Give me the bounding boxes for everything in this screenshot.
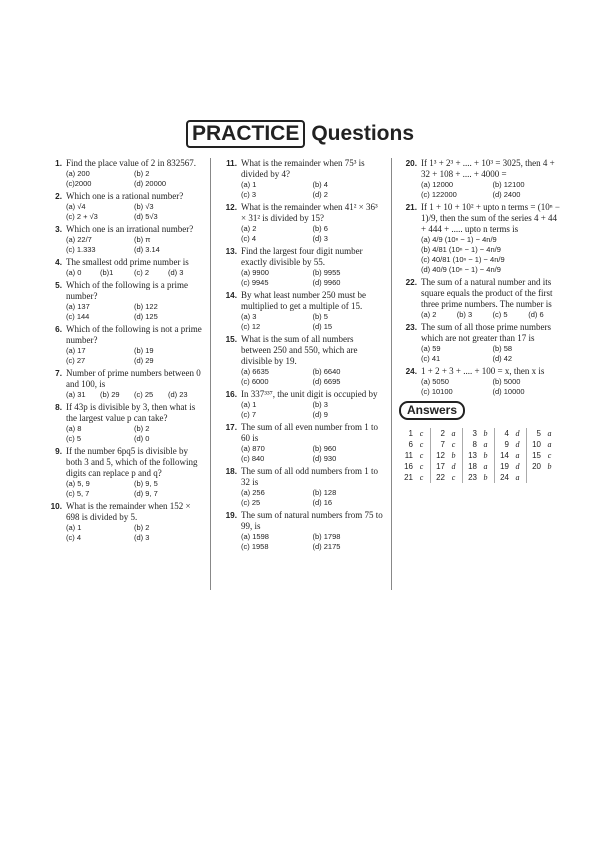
option: (a) 2 <box>421 310 437 319</box>
option: (c) 9945 <box>241 278 269 287</box>
question-text: What is the remainder when 152 × 698 is divided by 5. <box>66 501 191 522</box>
question-number: 14. <box>225 291 237 300</box>
question-text: Number of prime numbers between 0 and 100, is <box>66 368 201 389</box>
answer-options <box>66 302 202 322</box>
answer-letter: c <box>413 450 431 461</box>
question-number: 13. <box>225 247 237 256</box>
question-number: 9. <box>55 447 62 456</box>
answer-letter: b <box>547 462 552 471</box>
answer-letter: d <box>445 461 463 472</box>
question-number: 18. <box>225 467 237 476</box>
question-column-1 <box>44 158 202 545</box>
answer-row <box>399 450 558 461</box>
question-text: If 1³ + 2³ + .... + 10³ = 3025, then 4 + 32 + 108 + .... + 4000 = <box>421 158 555 179</box>
answer-number: 3 <box>472 429 477 438</box>
answer-letter: a <box>477 461 495 472</box>
question-text: Find the place value of 2 in 832567. <box>66 158 196 168</box>
option: (b) 5 <box>312 312 328 321</box>
answer-letter: c <box>413 428 431 439</box>
answer-number: 11 <box>404 451 413 460</box>
answer-letter: d <box>509 439 527 450</box>
option: (c) 7 <box>241 410 256 419</box>
question-number: 22. <box>405 278 417 287</box>
question-number: 10. <box>50 502 62 511</box>
answer-options <box>66 202 202 222</box>
question-text: The sum of a natural number and its square equals the product of the first three prime numbers. The number is <box>421 277 553 309</box>
page-heading <box>0 120 600 148</box>
question-column-2 <box>219 158 384 554</box>
option: (a) 17 <box>66 346 86 355</box>
answer-options <box>241 224 384 244</box>
option: (d) 6 <box>528 310 544 319</box>
option: (d) 29 <box>134 356 154 365</box>
answer-number: 9 <box>504 440 509 449</box>
answer-letter: c <box>445 439 463 450</box>
option: (b) 9, 5 <box>134 479 158 488</box>
answer-letter: b <box>445 450 463 461</box>
question-text: If 43p is divisible by 3, then what is the largest value p can take? <box>66 402 196 423</box>
option: (d) 2 <box>312 190 328 199</box>
question-item <box>219 290 384 332</box>
option: (d) 3 <box>134 533 150 542</box>
option: (b) 2 <box>134 169 150 178</box>
option: (a) 1 <box>241 400 257 409</box>
answer-options <box>241 488 384 508</box>
option: (c) 3 <box>241 190 256 199</box>
question-text: In 337³³⁷, the unit digit is occupied by <box>241 389 378 399</box>
answer-options <box>241 268 384 288</box>
question-number: 19. <box>225 511 237 520</box>
answer-number: 24 <box>500 473 509 482</box>
question-item <box>44 224 202 255</box>
option: (c) 4 <box>66 533 81 542</box>
answer-number: 1 <box>408 429 413 438</box>
question-item <box>44 158 202 189</box>
answer-number: 20 <box>532 462 541 471</box>
question-item <box>44 280 202 322</box>
answer-options <box>241 312 384 332</box>
question-number: 3. <box>55 225 62 234</box>
answer-letter: a <box>547 429 552 438</box>
question-text: What is the remainder when 41² × 36³ × 31² is divided by 15? <box>241 202 378 223</box>
option: (b) 29 <box>100 390 120 399</box>
question-text: The sum of all odd numbers from 1 to 32 is <box>241 466 378 487</box>
question-item <box>44 324 202 366</box>
question-number: 11. <box>226 159 237 168</box>
option: (b) 9955 <box>312 268 341 277</box>
question-item <box>219 334 384 387</box>
question-number: 7. <box>55 369 62 378</box>
answer-options <box>66 268 202 278</box>
option: (a) 31 <box>66 390 86 399</box>
answers-label: Answers <box>399 401 465 420</box>
heading-practice: PRACTICE <box>186 120 305 148</box>
option: (d) 5√3 <box>134 212 158 221</box>
answer-options <box>241 367 384 387</box>
question-number: 23. <box>405 323 417 332</box>
question-number: 1. <box>55 159 62 168</box>
option: (a) 1598 <box>241 532 269 541</box>
answer-number: 21 <box>404 473 413 482</box>
question-text: Which of the following is a prime number? <box>66 280 188 301</box>
answer-number: 19 <box>500 462 509 471</box>
question-number: 15. <box>225 335 237 344</box>
answer-options <box>421 310 564 320</box>
option: (d) 3.14 <box>134 245 160 254</box>
answer-number: 13 <box>468 451 477 460</box>
question-number: 17. <box>225 423 237 432</box>
option: (c)2000 <box>66 179 92 188</box>
question-text: 1 + 2 + 3 + .... + 100 = x, then x is <box>421 366 545 376</box>
option: (b) 19 <box>134 346 154 355</box>
question-text: Find the largest four digit number exactly divisible by 55. <box>241 246 363 267</box>
question-item <box>219 389 384 420</box>
option: (a) 9900 <box>241 268 269 277</box>
answer-row <box>399 428 558 439</box>
option: (a) 870 <box>241 444 265 453</box>
option: (b) 12100 <box>492 180 525 189</box>
answer-options <box>66 523 202 543</box>
answer-options <box>241 400 384 420</box>
option: (c) 10100 <box>421 387 453 396</box>
answer-number: 18 <box>468 462 477 471</box>
option: (a) √4 <box>66 202 86 211</box>
option: (d) 3 <box>312 234 328 243</box>
option: (c) 144 <box>66 312 90 321</box>
option: (a) 256 <box>241 488 265 497</box>
column-divider <box>210 158 211 590</box>
option: (c) 5 <box>492 310 508 319</box>
answer-options <box>241 444 384 464</box>
option: (a) 0 <box>66 268 82 277</box>
answer-number: 8 <box>472 440 477 449</box>
question-item <box>44 257 202 278</box>
answer-number: 22 <box>436 473 445 482</box>
option: (b) 6640 <box>312 367 341 376</box>
answer-number: 12 <box>436 451 445 460</box>
option: (c) 1958 <box>241 542 269 551</box>
option: (a) 6635 <box>241 367 269 376</box>
answer-options <box>241 532 384 552</box>
option: (b) 3 <box>312 400 328 409</box>
option: (a) 2 <box>241 224 257 233</box>
option: (a) 200 <box>66 169 90 178</box>
option: (d) 10000 <box>492 387 525 396</box>
option: (d) 16 <box>312 498 333 507</box>
option: (c) 6000 <box>241 377 269 386</box>
option: (a) 4/9 (10ⁿ − 1) − 4n/9 <box>421 235 497 244</box>
option: (a) 1 <box>241 180 257 189</box>
question-number: 21. <box>405 203 417 212</box>
question-number: 4. <box>55 258 62 267</box>
column-divider <box>391 158 392 590</box>
question-list <box>399 158 564 397</box>
option: (b) 58 <box>492 344 513 353</box>
question-item <box>399 366 564 397</box>
answer-options <box>66 346 202 366</box>
answer-number: 10 <box>532 440 541 449</box>
answers-title <box>399 401 564 420</box>
question-text: Which one is a rational number? <box>66 191 184 201</box>
question-number: 2. <box>55 192 62 201</box>
option: (b) 2 <box>134 424 150 433</box>
answer-letter: c <box>547 451 552 460</box>
option: (a) 3 <box>241 312 257 321</box>
option: (d) 9 <box>312 410 328 419</box>
question-item <box>44 191 202 222</box>
question-item <box>44 368 202 400</box>
option: (a) 59 <box>421 344 441 353</box>
answer-row <box>399 472 558 483</box>
answer-number: 16 <box>404 462 413 471</box>
option: (d) 6695 <box>312 377 341 386</box>
question-text: The sum of all those prime numbers which are not greater than 17 is <box>421 322 551 343</box>
answer-options <box>421 235 564 275</box>
option: (c) 27 <box>66 356 86 365</box>
option: (c) 25 <box>241 498 261 507</box>
answer-number: 14 <box>500 451 509 460</box>
option: (d) 9, 7 <box>134 489 158 498</box>
question-text: What is the remainder when 75³ is divided by 4? <box>241 158 365 179</box>
answer-options <box>241 180 384 200</box>
answer-letter: b <box>477 450 495 461</box>
question-text: Which one is an irrational number? <box>66 224 194 234</box>
question-item <box>219 158 384 200</box>
option: (d) 0 <box>134 434 150 443</box>
answer-number: 5 <box>536 429 541 438</box>
question-item <box>219 422 384 464</box>
option: (c) 2 + √3 <box>66 212 98 221</box>
answer-options <box>66 235 202 255</box>
option: (a) 137 <box>66 302 90 311</box>
answer-key-table <box>399 428 558 483</box>
option: (b) 2 <box>134 523 150 532</box>
question-item <box>219 246 384 288</box>
answer-letter: d <box>509 461 527 472</box>
option: (b) 122 <box>134 302 158 311</box>
option: (c) 2 <box>134 268 149 277</box>
question-number: 6. <box>55 325 62 334</box>
option: (d) 3 <box>168 268 184 277</box>
question-item <box>399 158 564 200</box>
answer-number: 7 <box>440 440 445 449</box>
answer-row <box>399 461 558 472</box>
option: (b) 6 <box>312 224 328 233</box>
option: (c) 40/81 (10ⁿ − 1) − 4n/9 <box>421 255 505 264</box>
question-text: The sum of all even number from 1 to 60 is <box>241 422 378 443</box>
option: (b) 960 <box>312 444 337 453</box>
question-item <box>44 501 202 543</box>
answer-letter: a <box>477 439 495 450</box>
option: (a) 22/7 <box>66 235 92 244</box>
question-number: 16. <box>225 390 237 399</box>
question-text: The smallest odd prime number is <box>66 257 189 267</box>
option: (c) 12 <box>241 322 261 331</box>
option: (c) 840 <box>241 454 265 463</box>
answer-letter: c <box>413 472 431 483</box>
option: (c) 5, 7 <box>66 489 90 498</box>
option: (b) 3 <box>456 310 473 319</box>
question-item <box>219 466 384 508</box>
question-number: 8. <box>55 403 62 412</box>
option: (d) 42 <box>492 354 513 363</box>
option: (a) 5, 9 <box>66 479 90 488</box>
option: (a) 8 <box>66 424 82 433</box>
option: (d) 23 <box>168 390 188 399</box>
answer-options <box>66 424 202 444</box>
question-text: By what least number 250 must be multiplied to get a multiple of 15. <box>241 290 366 311</box>
question-column-3 <box>399 158 564 483</box>
option: (a) 12000 <box>421 180 454 189</box>
answer-options <box>66 479 202 499</box>
question-text: Which of the following is not a prime number? <box>66 324 202 345</box>
answer-letter: b <box>477 472 495 483</box>
question-item <box>399 277 564 320</box>
answer-letter: d <box>509 428 527 439</box>
option: (b) 1798 <box>312 532 341 541</box>
answer-number: 4 <box>504 429 509 438</box>
question-text: What is the sum of all numbers between 250 and 550, which are divisible by 19. <box>241 334 358 366</box>
option: (a) 5050 <box>421 377 449 386</box>
question-item <box>219 202 384 244</box>
option: (b) 128 <box>312 488 337 497</box>
option: (d) 930 <box>312 454 337 463</box>
option: (d) 2400 <box>492 190 521 199</box>
heading-questions: Questions <box>311 122 415 145</box>
answer-options <box>421 377 564 397</box>
answer-options <box>421 344 564 364</box>
question-item <box>219 510 384 552</box>
option: (d) 125 <box>134 312 158 321</box>
answer-number: 6 <box>408 440 413 449</box>
answer-letter: a <box>547 440 552 449</box>
option: (b) 4/81 (10ⁿ − 1) − 4n/9 <box>421 245 501 254</box>
option: (d) 9960 <box>312 278 341 287</box>
answer-letter: a <box>445 428 463 439</box>
answer-letter: c <box>413 439 431 450</box>
question-number: 5. <box>55 281 62 290</box>
answer-options <box>66 390 202 400</box>
answer-letter: b <box>477 428 495 439</box>
question-item <box>399 202 564 275</box>
answer-options <box>421 180 564 200</box>
option: (b) 4 <box>312 180 328 189</box>
option: (b) √3 <box>134 202 154 211</box>
answer-number: 23 <box>468 473 477 482</box>
question-text: If 1 + 10 + 10² + upto n terms = (10ⁿ − 1)/9, then the sum of the series 4 + 44 + 444 + ..... upto n terms is <box>421 202 560 234</box>
answer-row <box>399 439 558 450</box>
option: (c) 5 <box>66 434 81 443</box>
question-item <box>44 446 202 499</box>
question-number: 20. <box>405 159 417 168</box>
answer-number: 15 <box>532 451 541 460</box>
answer-letter: a <box>509 472 527 483</box>
question-item <box>399 322 564 364</box>
answer-letter: a <box>509 450 527 461</box>
option: (c) 41 <box>421 354 441 363</box>
option: (d) 20000 <box>134 179 167 188</box>
option: (c) 25 <box>134 390 154 399</box>
option: (b) 5000 <box>492 377 521 386</box>
answer-number: 2 <box>440 429 445 438</box>
question-text: The sum of natural numbers from 75 to 99, is <box>241 510 383 531</box>
option: (c) 4 <box>241 234 256 243</box>
option: (d) 2175 <box>312 542 341 551</box>
option: (c) 1.333 <box>66 245 96 254</box>
question-item <box>44 402 202 444</box>
option: (b) π <box>134 235 151 244</box>
question-text: If the number 6pq5 is divisible by both 3 and 5, which of the following digits can replace p and q? <box>66 446 198 478</box>
option: (b)1 <box>100 268 114 277</box>
option: (d) 15 <box>312 322 333 331</box>
option: (d) 40/9 (10ⁿ − 1) − 4n/9 <box>421 265 501 274</box>
option: (a) 1 <box>66 523 82 532</box>
answer-number: 17 <box>436 462 445 471</box>
option: (c) 122000 <box>421 190 457 199</box>
question-number: 12. <box>225 203 237 212</box>
answer-letter: c <box>413 461 431 472</box>
answer-options <box>66 169 202 189</box>
question-number: 24. <box>405 367 417 376</box>
answer-letter: c <box>445 472 463 483</box>
